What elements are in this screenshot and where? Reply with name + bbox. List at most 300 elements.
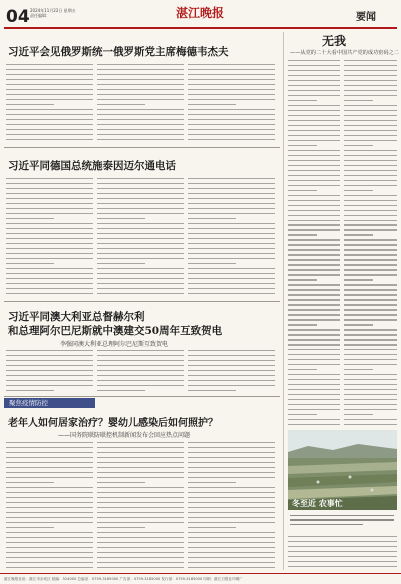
text-line	[288, 299, 340, 300]
text-line	[288, 419, 340, 420]
text-line	[97, 253, 184, 254]
text-line	[188, 442, 275, 443]
text-line	[288, 354, 340, 355]
text-line	[6, 124, 93, 125]
text-line	[6, 462, 93, 463]
text-line	[97, 124, 184, 125]
article-3-title-line-1: 习近平同澳大利亚总督赫尔利	[8, 311, 145, 323]
text-line	[288, 70, 340, 71]
text-line	[288, 65, 340, 66]
text-line	[288, 319, 340, 320]
text-line	[188, 74, 275, 75]
text-line	[6, 69, 93, 70]
text-line	[188, 198, 275, 199]
text-line	[288, 536, 397, 537]
text-line	[97, 375, 184, 376]
text-line	[188, 457, 275, 458]
text-line	[6, 119, 93, 120]
text-line	[288, 105, 340, 106]
text-line	[288, 254, 340, 255]
text-line	[288, 85, 340, 86]
text-line	[288, 324, 317, 325]
text-line	[97, 462, 184, 463]
text-line	[97, 517, 184, 518]
text-line	[6, 512, 93, 513]
text-line	[344, 369, 373, 370]
text-line	[288, 155, 340, 156]
article-2-body	[97, 178, 184, 296]
text-line	[6, 447, 93, 448]
text-line	[288, 369, 317, 370]
text-line	[97, 84, 184, 85]
text-line	[97, 452, 184, 453]
text-line	[288, 224, 340, 225]
header-rule	[4, 27, 397, 29]
text-line	[344, 294, 397, 295]
text-line	[344, 409, 397, 410]
section-divider	[4, 301, 280, 302]
date-line: 2024年11月22日 星期五	[30, 8, 76, 13]
text-line	[188, 183, 275, 184]
text-line	[188, 139, 275, 140]
text-line	[288, 389, 340, 390]
text-line	[344, 160, 397, 161]
text-line	[188, 178, 275, 179]
text-line	[344, 274, 397, 275]
text-line	[344, 120, 397, 121]
text-line	[344, 95, 397, 96]
text-line	[97, 74, 184, 75]
text-line	[6, 542, 93, 543]
text-line	[188, 213, 275, 214]
text-line	[288, 309, 340, 310]
paper-logo: 湛江晚报	[176, 6, 225, 20]
text-line	[6, 390, 54, 391]
article-3-body	[6, 350, 93, 392]
text-line	[6, 263, 54, 264]
text-line	[97, 567, 184, 568]
text-line	[288, 379, 340, 380]
text-line	[97, 532, 184, 533]
text-line	[97, 273, 184, 274]
text-line	[188, 355, 275, 356]
text-line	[344, 125, 397, 126]
text-line	[97, 79, 184, 80]
text-line	[288, 409, 340, 410]
text-line	[288, 90, 340, 91]
text-line	[6, 537, 93, 538]
photo-caption	[290, 515, 394, 528]
text-line	[344, 414, 373, 415]
text-line	[288, 135, 340, 136]
text-line	[344, 224, 397, 225]
text-line	[288, 329, 340, 330]
text-line	[188, 567, 275, 568]
text-line	[97, 542, 184, 543]
text-line	[188, 492, 275, 493]
text-line	[97, 213, 184, 214]
text-line	[6, 517, 93, 518]
article-5-body	[288, 60, 340, 426]
text-line	[288, 399, 340, 400]
text-line	[6, 114, 93, 115]
text-line	[97, 467, 184, 468]
text-line	[6, 385, 93, 386]
text-line	[288, 75, 340, 76]
text-line	[6, 472, 93, 473]
text-line	[344, 394, 397, 395]
text-line	[6, 64, 93, 65]
text-line	[6, 442, 93, 443]
text-line	[6, 178, 93, 179]
text-line	[188, 365, 275, 366]
text-line	[97, 547, 184, 548]
text-line	[6, 527, 54, 528]
text-line	[188, 547, 275, 548]
text-line	[97, 502, 184, 503]
text-line	[97, 497, 184, 498]
text-line	[6, 522, 93, 523]
text-line	[288, 264, 340, 265]
text-line	[288, 175, 340, 176]
text-line	[188, 288, 275, 289]
text-line	[6, 268, 93, 269]
text-line	[344, 100, 373, 101]
text-line	[97, 258, 184, 259]
text-line	[288, 195, 340, 196]
article-3-title-line-2: 和总理阿尔巴尼斯就中澳建交50周年互致贺电	[8, 325, 223, 337]
text-line	[97, 507, 184, 508]
text-line	[344, 60, 397, 61]
text-line	[288, 414, 317, 415]
section-name: 要闻	[356, 12, 376, 23]
text-line	[97, 193, 184, 194]
text-line	[288, 359, 340, 360]
text-line	[188, 562, 275, 563]
text-line	[188, 188, 275, 189]
text-line	[188, 527, 236, 528]
text-line	[288, 394, 340, 395]
text-line	[6, 208, 93, 209]
topic-tag: 聚焦疫情防控	[4, 398, 95, 408]
text-line	[6, 467, 93, 468]
text-line	[288, 160, 340, 161]
article-5-subtitle: ——从党的二十大看中国共产党的成功密码之二	[290, 50, 399, 56]
text-line	[344, 254, 397, 255]
text-line	[288, 170, 340, 171]
text-line	[344, 185, 397, 186]
text-line	[188, 278, 275, 279]
text-line	[188, 380, 275, 381]
text-line	[188, 507, 275, 508]
text-line	[288, 374, 340, 375]
text-line	[288, 314, 340, 315]
article-4-subtitle: ——国务院联防联控机制新闻发布会回应热点问题	[58, 432, 191, 439]
text-line	[97, 89, 184, 90]
text-line	[6, 253, 93, 254]
text-line	[97, 109, 184, 110]
text-line	[97, 447, 184, 448]
text-line	[344, 165, 397, 166]
text-line	[6, 567, 93, 568]
text-line	[6, 477, 93, 478]
text-line	[6, 502, 93, 503]
text-line	[97, 139, 184, 140]
text-line	[97, 134, 184, 135]
text-line	[97, 562, 184, 563]
text-line	[288, 404, 340, 405]
text-line	[97, 183, 184, 184]
text-line	[6, 74, 93, 75]
text-line	[97, 208, 184, 209]
text-line	[188, 517, 275, 518]
text-line	[288, 180, 340, 181]
text-line	[97, 188, 184, 189]
text-line	[97, 223, 184, 224]
text-line	[288, 125, 340, 126]
text-line	[97, 365, 184, 366]
text-line	[288, 289, 340, 290]
text-line	[97, 104, 145, 105]
text-line	[97, 487, 184, 488]
text-line	[6, 129, 93, 130]
text-line	[6, 380, 93, 381]
text-line	[97, 293, 184, 294]
section-divider	[4, 147, 280, 148]
text-line	[344, 354, 397, 355]
text-line	[97, 278, 184, 279]
text-line	[6, 355, 93, 356]
text-line	[6, 223, 93, 224]
page-header	[0, 0, 401, 28]
text-line	[288, 279, 317, 280]
text-line	[344, 314, 397, 315]
text-line	[344, 284, 397, 285]
article-1-body	[97, 64, 184, 142]
text-line	[6, 552, 93, 553]
text-line	[344, 110, 397, 111]
text-line	[188, 522, 275, 523]
text-line	[288, 556, 397, 557]
text-line	[288, 95, 340, 96]
text-line	[188, 482, 236, 483]
text-line	[188, 502, 275, 503]
text-line	[288, 120, 340, 121]
text-line	[97, 288, 184, 289]
text-line	[344, 424, 397, 425]
text-line	[188, 104, 236, 105]
text-line	[188, 542, 275, 543]
text-line	[288, 384, 340, 385]
text-line	[6, 139, 93, 140]
text-line	[97, 537, 184, 538]
text-line	[288, 551, 397, 552]
text-line	[6, 248, 93, 249]
text-line	[6, 203, 93, 204]
text-line	[6, 183, 93, 184]
text-line	[344, 220, 397, 221]
text-line	[97, 557, 184, 558]
text-line	[288, 145, 317, 146]
text-line	[97, 477, 184, 478]
text-line	[344, 80, 397, 81]
text-line	[188, 258, 275, 259]
text-line	[288, 150, 340, 151]
text-line	[6, 218, 54, 219]
text-line	[188, 350, 275, 351]
text-line	[344, 344, 397, 345]
text-line	[344, 150, 397, 151]
text-line	[344, 244, 397, 245]
article-2-title: 习近平同德国总统施泰因迈尔通电话	[8, 160, 176, 172]
text-line	[6, 482, 54, 483]
text-line	[344, 105, 397, 106]
article-4-body	[188, 442, 275, 570]
text-line	[288, 349, 340, 350]
text-line	[97, 522, 184, 523]
text-line	[6, 487, 93, 488]
text-line	[188, 114, 275, 115]
text-line	[344, 70, 397, 71]
text-line	[344, 229, 397, 230]
text-line	[97, 527, 145, 528]
text-line	[188, 370, 275, 371]
text-line	[97, 233, 184, 234]
text-line	[97, 350, 184, 351]
text-line	[188, 69, 275, 70]
text-line	[6, 94, 93, 95]
text-line	[344, 259, 397, 260]
text-line	[97, 283, 184, 284]
article-4-title: 老年人如何居家治疗？婴幼儿感染后如何照护？	[8, 418, 218, 429]
article-5-title: 无我	[322, 34, 347, 48]
text-line	[288, 220, 340, 221]
text-line	[288, 115, 340, 116]
text-line	[6, 188, 93, 189]
text-line	[188, 497, 275, 498]
text-line	[6, 243, 93, 244]
text-line	[188, 467, 275, 468]
text-line	[288, 294, 340, 295]
text-line	[344, 65, 397, 66]
text-line	[188, 360, 275, 361]
text-line	[344, 140, 397, 141]
text-line	[6, 457, 93, 458]
text-line	[188, 537, 275, 538]
text-line	[288, 205, 340, 206]
text-line	[188, 532, 275, 533]
text-line	[6, 532, 93, 533]
text-line	[188, 390, 236, 391]
text-line	[97, 360, 184, 361]
text-line	[288, 364, 340, 365]
text-line	[6, 109, 93, 110]
text-line	[344, 249, 397, 250]
text-line	[288, 249, 340, 250]
text-line	[188, 385, 275, 386]
text-line	[6, 360, 93, 361]
text-line	[344, 195, 397, 196]
text-line	[188, 293, 275, 294]
text-line	[344, 379, 397, 380]
text-line	[288, 200, 340, 201]
text-line	[188, 129, 275, 130]
text-line	[97, 178, 184, 179]
text-line	[288, 234, 317, 235]
text-line	[344, 279, 373, 280]
text-line	[344, 269, 397, 270]
text-line	[188, 64, 275, 65]
article-3-body	[188, 350, 275, 392]
text-line	[6, 370, 93, 371]
text-line	[288, 269, 340, 270]
text-line	[344, 190, 373, 191]
text-line	[188, 208, 275, 209]
text-line	[6, 233, 93, 234]
text-line	[6, 507, 93, 508]
text-line	[344, 319, 397, 320]
section-divider	[4, 396, 280, 397]
text-line	[344, 239, 397, 240]
text-line	[97, 243, 184, 244]
text-line	[188, 94, 275, 95]
page-number: 04	[6, 7, 30, 27]
text-line	[344, 85, 397, 86]
text-line	[188, 79, 275, 80]
text-line	[97, 268, 184, 269]
text-line	[6, 193, 93, 194]
text-line	[344, 90, 397, 91]
text-line	[188, 283, 275, 284]
text-line	[288, 284, 340, 285]
text-line	[288, 130, 340, 131]
text-line	[288, 561, 397, 562]
text-line	[97, 203, 184, 204]
text-line	[6, 134, 93, 135]
text-line	[188, 462, 275, 463]
text-line	[97, 457, 184, 458]
text-line	[188, 487, 275, 488]
text-line	[97, 129, 184, 130]
text-line	[6, 273, 93, 274]
text-line	[97, 114, 184, 115]
text-line	[344, 205, 397, 206]
text-line	[344, 135, 397, 136]
text-line	[288, 541, 397, 542]
text-line	[188, 512, 275, 513]
text-line	[6, 350, 93, 351]
text-line	[97, 119, 184, 120]
text-line	[344, 215, 397, 216]
text-line	[344, 374, 397, 375]
text-line	[288, 546, 397, 547]
text-line	[188, 253, 275, 254]
text-line	[6, 258, 93, 259]
article-3-subtitle: 李强同澳大利亚总理阿尔巴尼斯互致贺电	[60, 341, 169, 348]
text-line	[6, 238, 93, 239]
text-line	[97, 442, 184, 443]
text-line	[344, 389, 397, 390]
text-line	[344, 364, 397, 365]
text-line	[344, 359, 397, 360]
text-line	[344, 289, 397, 290]
text-line	[6, 375, 93, 376]
text-line	[344, 115, 397, 116]
text-line	[6, 99, 93, 100]
text-line	[97, 552, 184, 553]
text-line	[344, 309, 397, 310]
text-line	[188, 193, 275, 194]
